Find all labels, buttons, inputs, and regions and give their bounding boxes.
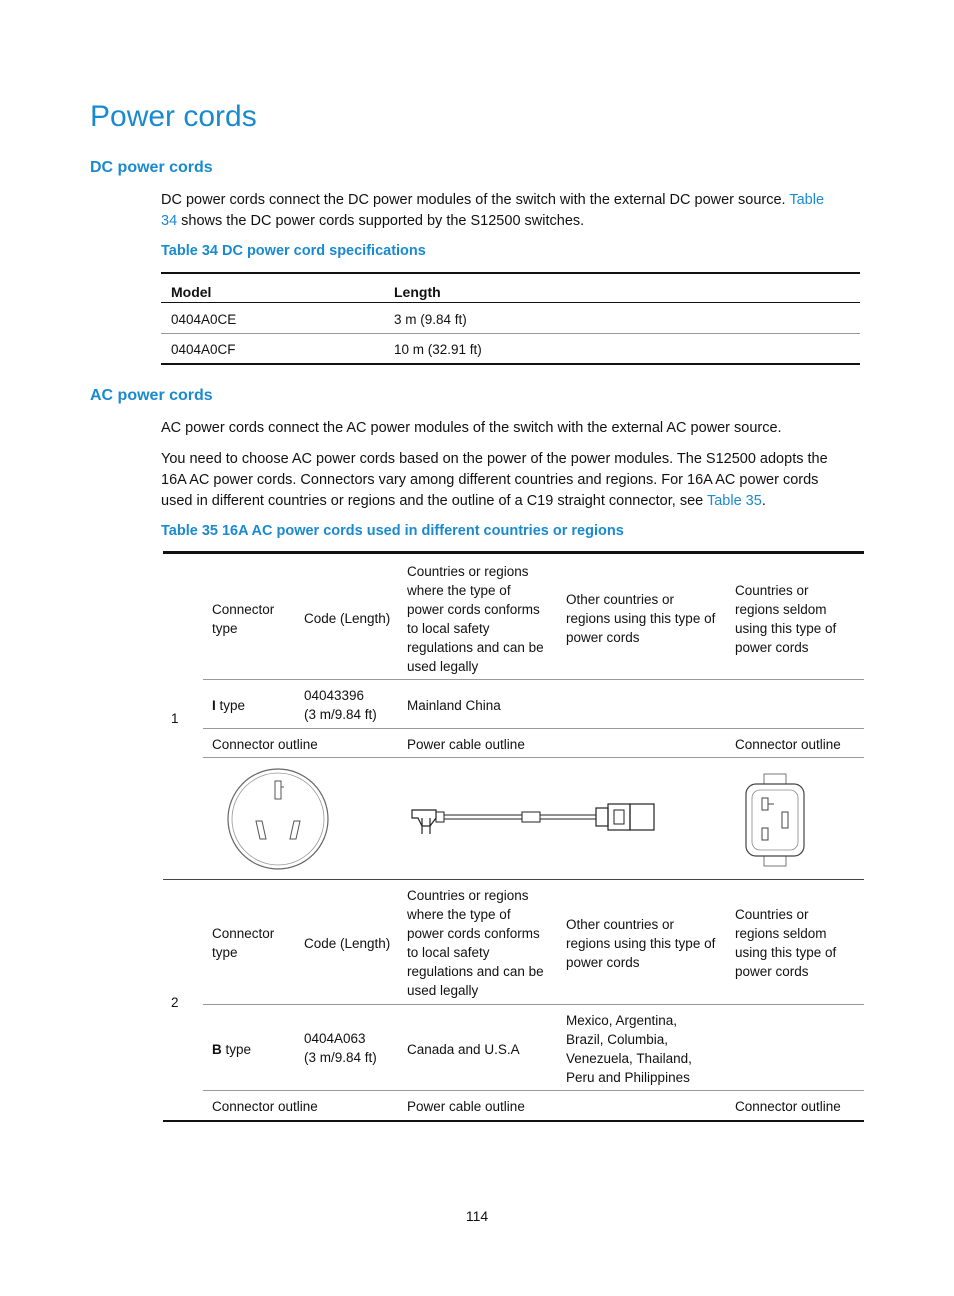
row2-code [304,1029,377,1067]
row1-code [304,686,377,724]
dc-para-text-b: shows the DC power cords supported by the S12500 switches. [177,213,585,229]
header-other-line: power cords [566,955,640,970]
table34-cell: 0404A0CF [171,342,236,357]
header-seldom-line: Countries or [735,907,809,922]
table34-cell: 0404A0CE [171,312,237,327]
ac-heading: AC power cords [90,387,213,404]
type-i-plug-face-image [226,767,330,871]
c19-connector-outline-image [740,772,810,868]
header-legal [407,562,544,676]
row2-code-number: 0404A063 [304,1031,366,1046]
header-legal-line: to local safety [407,621,490,636]
ac-para2-line3: used in different countries or regions and the outline of a C19 straight connector, see [161,493,707,509]
table34-link-b[interactable]: 34 [161,213,178,229]
header-other [566,915,715,972]
dc-heading: DC power cords [90,159,213,176]
table35-caption: Table 35 16A AC power cords used in different countries or regions [161,523,624,539]
header-code: Code (Length) [304,611,391,626]
row2-connector-outline-label-2: Connector outline [735,1099,841,1114]
header-seldom-line: regions seldom [735,926,827,941]
row1-connector-outline-label: Connector outline [212,737,318,752]
dc-paragraph [161,190,866,232]
table34-caption: Table 34 DC power cord specifications [161,243,426,259]
header-legal-line: where the type of [407,907,511,922]
ac-paragraph-2 [161,449,866,512]
row2-type-letter: B [212,1042,222,1057]
header-legal-line: power cords conforms [407,926,540,941]
row1-connector-type [212,696,245,715]
header-connector-l1: Connector [212,602,275,617]
header-seldom-line: using this type of [735,945,837,960]
header-seldom-line: power cords [735,640,809,655]
row2-other-line: Brazil, Columbia, [566,1032,669,1047]
dc-para-text-a: DC power cords connect the DC power modules of the switch with the external DC power source. [161,192,790,208]
row2-other-line: Peru and Philippines [566,1070,690,1085]
header-other-line: regions using this type of [566,611,716,626]
row2-connector-type [212,1040,251,1059]
row1-type-letter: I [212,698,216,713]
header-legal-line: regulations and can be [407,640,544,655]
table34-link-a[interactable]: Table [789,192,825,208]
header-connector-l1: Connector [212,926,275,941]
header-seldom [735,581,836,657]
row-number: 1 [171,711,179,726]
ac-para2-line1: You need to choose AC power cords based on the power of the power modules. The S12500 adopts the [161,451,828,467]
row1-cable-outline-label: Power cable outline [407,737,525,752]
ac-para2-period: . [761,493,766,509]
header-connector-l2: type [212,621,238,636]
header-other-line: Other countries or [566,917,675,932]
table34-cell: 10 m (32.91 ft) [394,342,482,357]
row2-cable-outline-label: Power cable outline [407,1099,525,1114]
header-legal-line: Countries or regions [407,888,529,903]
row2-legal: Canada and U.S.A [407,1042,520,1057]
table34-header-model: Model [171,284,212,300]
header-other [566,590,715,647]
header-legal [407,886,544,1000]
row-number: 2 [171,995,179,1010]
header-other-line: regions using this type of [566,936,716,951]
header-code: Code (Length) [304,936,391,951]
table35-top-rule [163,551,864,554]
header-legal-line: regulations and can be [407,964,544,979]
header-seldom-line: using this type of [735,621,837,636]
page-number: 114 [465,1208,489,1224]
header-other-line: Other countries or [566,592,675,607]
header-connector-l2: type [212,945,238,960]
row1-code-number: 04043396 [304,688,365,703]
header-legal-line: used legally [407,659,479,674]
header-legal-line: power cords conforms [407,602,540,617]
header-legal-line: to local safety [407,945,490,960]
header-legal-line: used legally [407,983,479,998]
header-seldom-line: Countries or [735,583,809,598]
row1-type-suffix: type [215,698,246,713]
header-seldom-line: power cords [735,964,809,979]
power-cable-outline-image [408,800,658,840]
row1-code-length: (3 m/9.84 ft) [304,707,377,722]
header-legal-line: where the type of [407,583,511,598]
row1-connector-outline-label-2: Connector outline [735,737,841,752]
row2-type-suffix: type [221,1042,252,1057]
ac-paragraph-1: AC power cords connect the AC power modules of the switch with the external AC power source. [161,420,782,436]
header-legal-line: Countries or regions [407,564,529,579]
table34-cell: 3 m (9.84 ft) [394,312,467,327]
header-connector-type [212,600,274,638]
row1-legal: Mainland China [407,698,501,713]
header-seldom [735,905,836,981]
table34-header-length: Length [394,284,441,300]
ac-para2-line2: 16A AC power cords. Connectors vary among different countries and regions. For 16A AC power cords [161,472,819,488]
row2-other [566,1011,692,1087]
row2-other-line: Mexico, Argentina, [566,1013,678,1028]
header-connector-type [212,924,274,962]
table35-link[interactable]: Table 35 [706,493,762,509]
table35-bottom-rule [163,1120,864,1122]
header-other-line: power cords [566,630,640,645]
row2-connector-outline-label: Connector outline [212,1099,318,1114]
header-seldom-line: regions seldom [735,602,827,617]
page-title: Power cords [90,100,257,133]
row2-code-length: (3 m/9.84 ft) [304,1050,377,1065]
row2-other-line: Venezuela, Thailand, [566,1051,692,1066]
